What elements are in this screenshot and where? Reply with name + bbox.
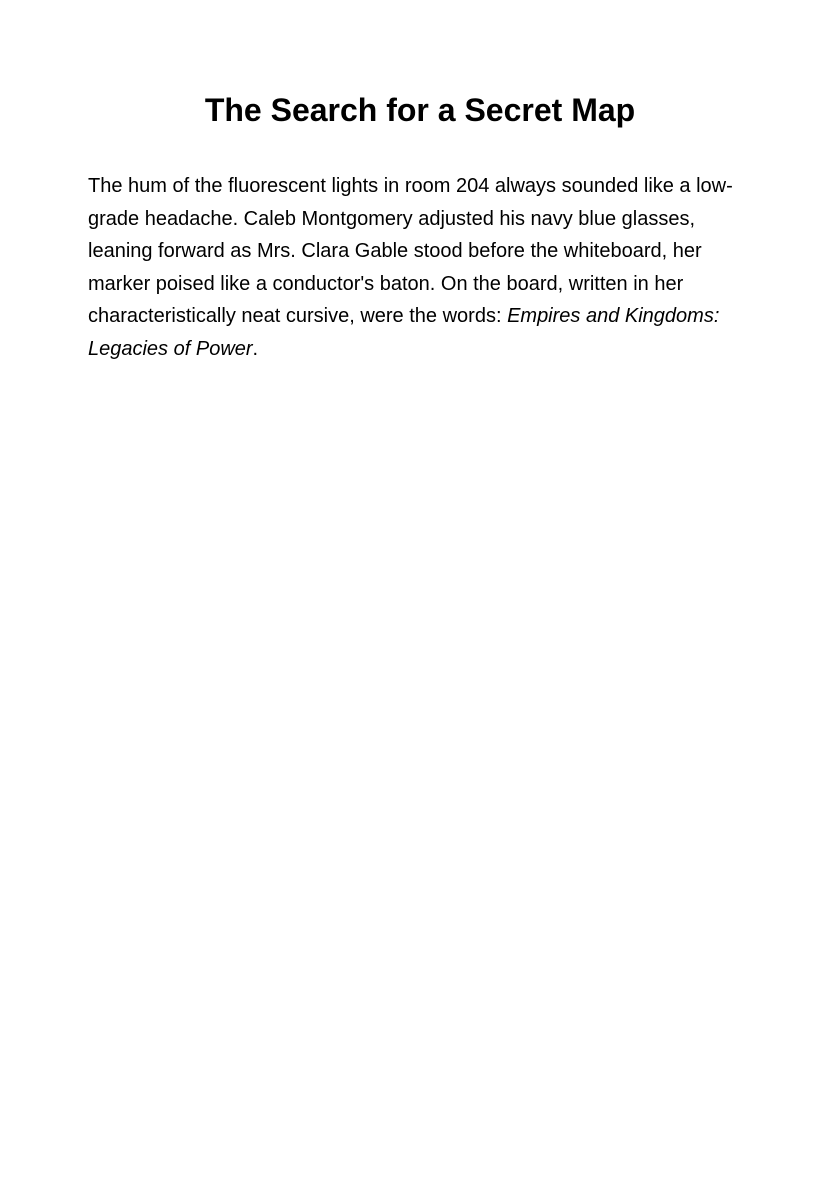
paragraph-ending: . (252, 337, 259, 360)
paragraph-emphasis: Empires and Kingdoms: Legacies of Power (88, 305, 720, 360)
paragraph-text: The hum of the fluorescent lights in room 204 always sounded like a low-grade headache. Caleb Montgomery adjusted his navy blue glasses, leaning forward as Mrs. Clara Gable stood before the whiteboard, her marker poised like a conductor's baton. On the board, written in her characteristically neat cursive, were the words: (88, 175, 733, 327)
document-title: The Search for a Secret Map (204, 92, 636, 128)
body-paragraph (88, 170, 748, 365)
